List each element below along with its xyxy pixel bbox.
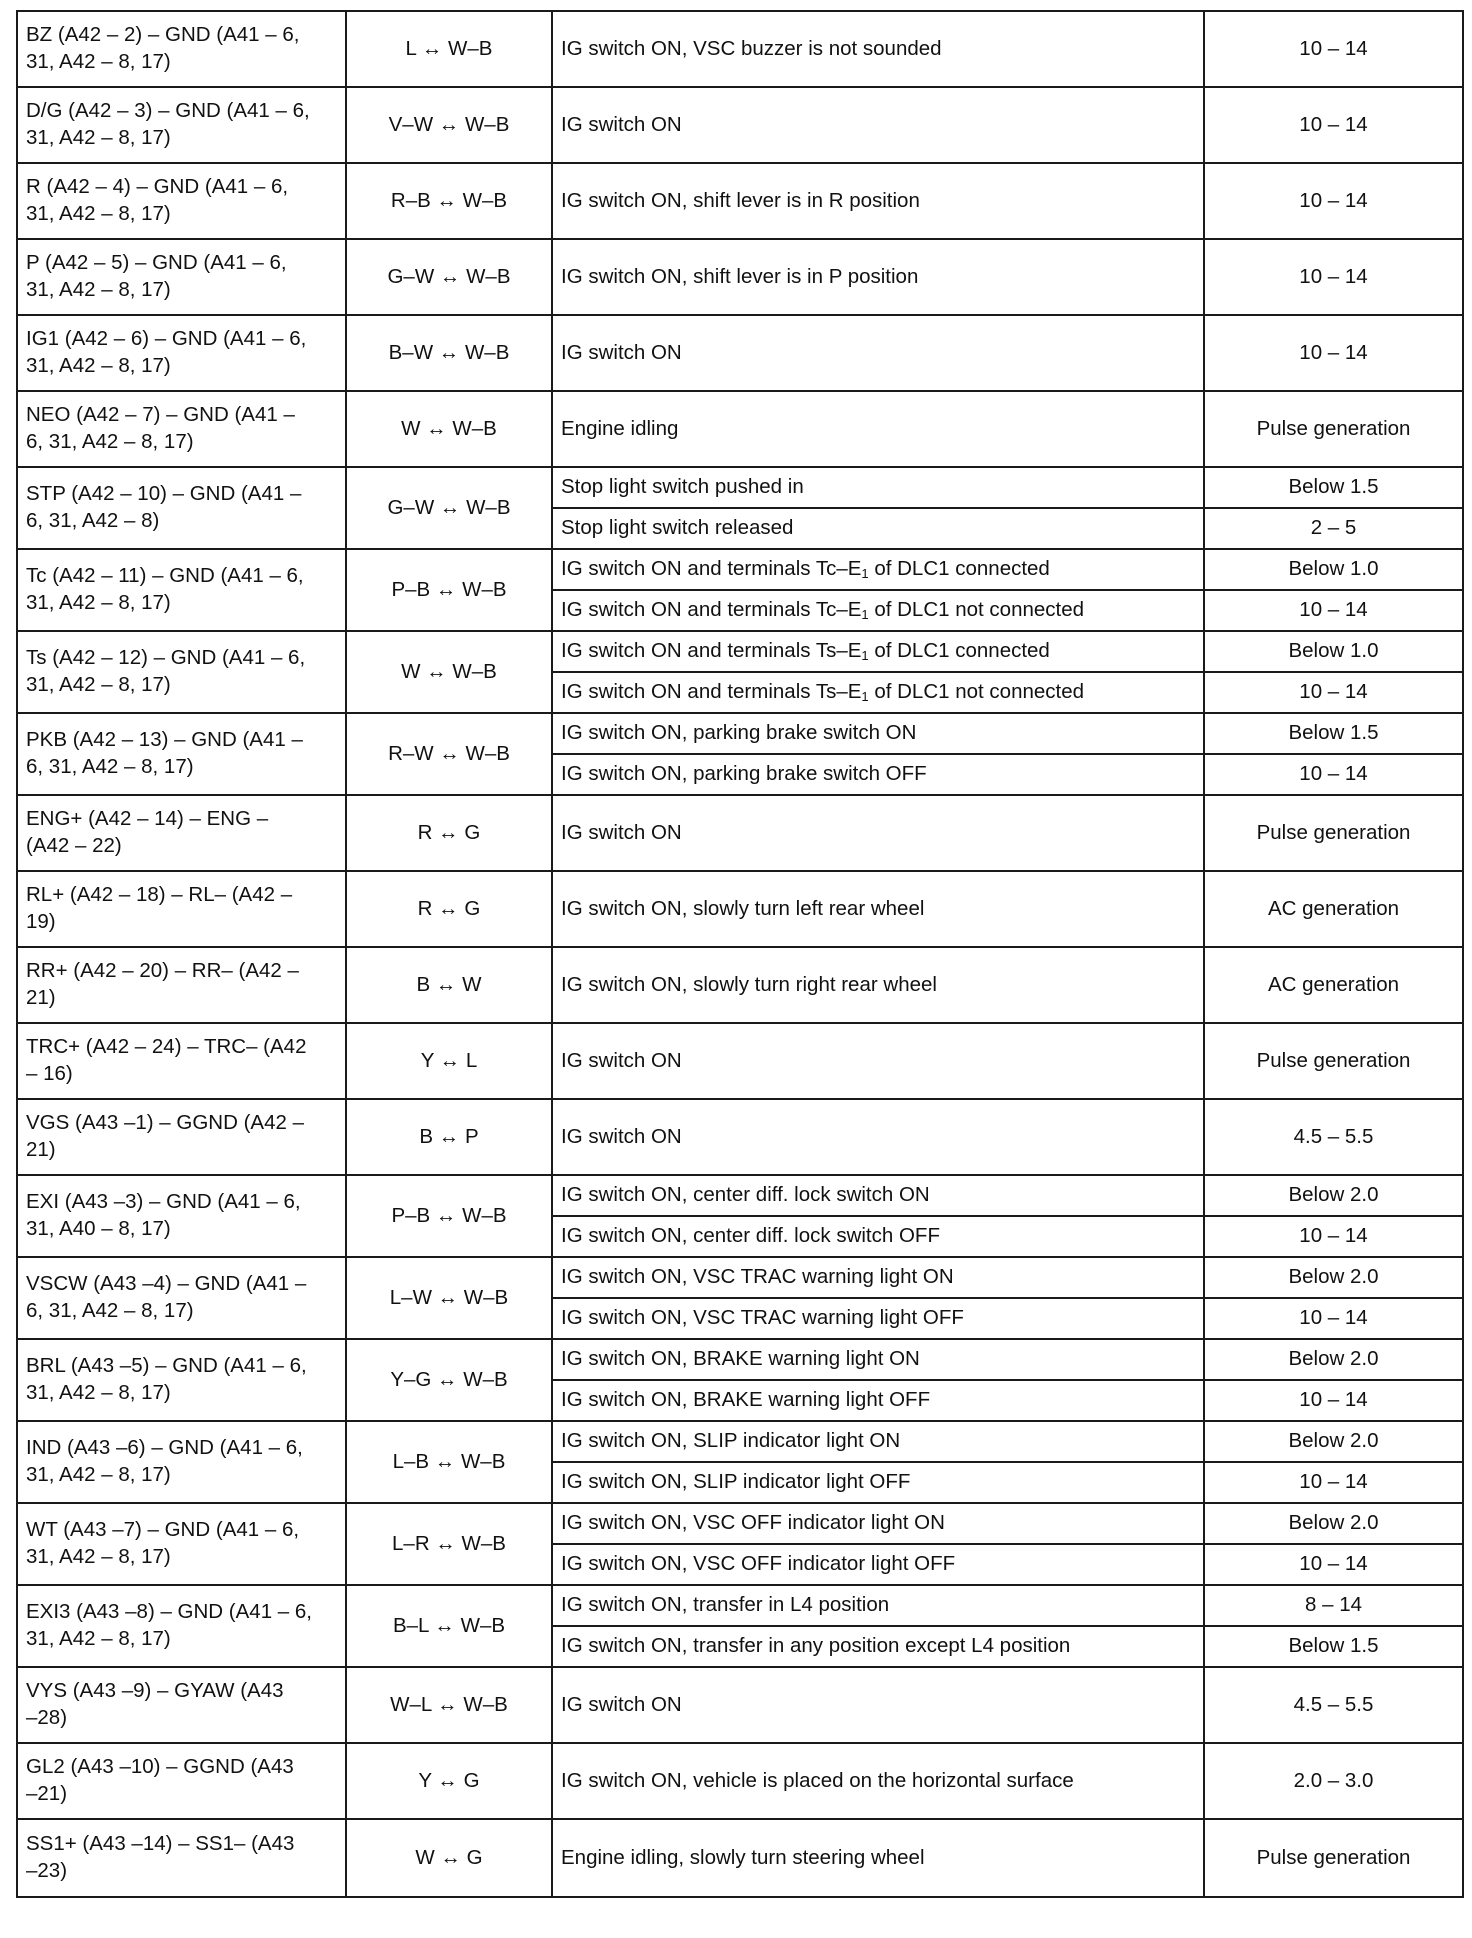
condition-cell	[552, 1819, 1204, 1897]
table-row	[17, 391, 1463, 467]
wiring-color-cell: G–W ↔ W–B	[346, 239, 552, 315]
condition-text: IG switch ON, slowly turn left rear wheel	[561, 896, 925, 920]
terminal-cell	[17, 1421, 346, 1503]
wiring-color-cell: R ↔ G	[346, 871, 552, 947]
wiring-color-cell: G–W ↔ W–B	[346, 467, 552, 549]
table-row	[17, 1667, 1463, 1743]
condition-text: IG switch ON	[561, 112, 682, 136]
condition-text: IG switch ON and terminals Tc–E	[561, 598, 862, 622]
terminal-cell	[17, 1503, 346, 1585]
terminal-line: RL+ (A42 – 18) – RL– (A42 –	[26, 883, 293, 907]
condition-cell	[552, 1339, 1204, 1380]
terminal-cell	[17, 1339, 346, 1421]
specified-condition-cell: AC generation	[1204, 947, 1463, 1023]
terminal-line: 31, A42 – 8, 17)	[26, 278, 171, 301]
specified-condition-cell: 10 – 14	[1204, 315, 1463, 391]
terminal-line: 21)	[26, 986, 56, 1009]
terminal-line: EXI3 (A43 –8) – GND (A41 – 6,	[26, 1600, 312, 1624]
condition-subscript: 1	[861, 689, 869, 705]
wiring-color-cell: Y ↔ G	[346, 1743, 552, 1819]
condition-text: IG switch ON and terminals Ts–E	[561, 680, 862, 704]
terminal-line: D/G (A42 – 3) – GND (A41 – 6,	[26, 99, 310, 123]
table-row	[17, 1339, 1463, 1380]
wiring-color-cell: Y ↔ L	[346, 1023, 552, 1099]
terminal-line: 31, A42 – 8, 17)	[26, 1381, 171, 1404]
specified-condition-cell: 8 – 14	[1204, 1585, 1463, 1626]
terminal-line: VYS (A43 –9) – GYAW (A43	[26, 1679, 284, 1703]
condition-cell	[552, 1503, 1204, 1544]
specified-condition-cell: Pulse generation	[1204, 1819, 1463, 1897]
wiring-color-cell: R ↔ G	[346, 795, 552, 871]
specified-condition-cell: 10 – 14	[1204, 1462, 1463, 1503]
terminal-cell	[17, 1743, 346, 1819]
table-body	[17, 11, 1463, 1897]
table-row	[17, 467, 1463, 508]
condition-cell	[552, 1743, 1204, 1819]
condition-text: IG switch ON, shift lever is in R position	[561, 188, 920, 212]
condition-subscript: 1	[861, 607, 869, 623]
condition-text-end: of DLC1 connected	[868, 639, 1050, 663]
condition-cell	[552, 1462, 1204, 1503]
specified-condition-cell: 2 – 5	[1204, 508, 1463, 549]
terminal-line: BZ (A42 – 2) – GND (A41 – 6,	[26, 23, 300, 47]
condition-text: Engine idling	[561, 416, 679, 440]
terminal-cell	[17, 239, 346, 315]
terminal-line: 31, A42 – 8, 17)	[26, 126, 171, 149]
wiring-color-cell: V–W ↔ W–B	[346, 87, 552, 163]
condition-text: Stop light switch pushed in	[561, 475, 804, 499]
terminal-line: Ts (A42 – 12) – GND (A41 – 6,	[26, 646, 306, 670]
table-row	[17, 1099, 1463, 1175]
terminal-line: IG1 (A42 – 6) – GND (A41 – 6,	[26, 327, 307, 351]
specified-condition-cell: 10 – 14	[1204, 1216, 1463, 1257]
specified-condition-cell: Below 2.0	[1204, 1503, 1463, 1544]
specified-condition-cell: Below 1.5	[1204, 713, 1463, 754]
terminal-line: 31, A42 – 8, 17)	[26, 50, 171, 73]
table-row	[17, 11, 1463, 87]
terminal-line: (A42 – 22)	[26, 834, 122, 857]
condition-cell	[552, 1099, 1204, 1175]
condition-cell	[552, 672, 1204, 713]
condition-cell	[552, 315, 1204, 391]
condition-cell	[552, 1380, 1204, 1421]
specified-condition-cell: Below 1.5	[1204, 467, 1463, 508]
wiring-color-cell: B–W ↔ W–B	[346, 315, 552, 391]
specified-condition-cell: 10 – 14	[1204, 163, 1463, 239]
specified-condition-cell: 10 – 14	[1204, 239, 1463, 315]
wiring-color-cell: P–B ↔ W–B	[346, 549, 552, 631]
terminal-line: Tc (A42 – 11) – GND (A41 – 6,	[26, 564, 304, 588]
wiring-color-cell: B–L ↔ W–B	[346, 1585, 552, 1667]
condition-cell	[552, 947, 1204, 1023]
condition-text-end: of DLC1 connected	[868, 557, 1050, 581]
condition-text: IG switch ON	[561, 1124, 682, 1148]
terminal-cell	[17, 947, 346, 1023]
specified-condition-cell: Below 2.0	[1204, 1257, 1463, 1298]
table-row	[17, 947, 1463, 1023]
wiring-color-cell: B ↔ W	[346, 947, 552, 1023]
condition-text: IG switch ON, transfer in L4 position	[561, 1593, 890, 1617]
condition-text: IG switch ON, slowly turn right rear wheel	[561, 972, 937, 996]
terminal-line: P (A42 – 5) – GND (A41 – 6,	[26, 251, 287, 275]
condition-cell	[552, 1421, 1204, 1462]
wiring-color-cell: R–W ↔ W–B	[346, 713, 552, 795]
specified-condition-cell: Below 1.5	[1204, 1626, 1463, 1667]
condition-text: IG switch ON, parking brake switch OFF	[561, 762, 927, 786]
condition-text: IG switch ON, BRAKE warning light ON	[561, 1347, 920, 1371]
terminal-line: 19)	[26, 910, 56, 933]
condition-cell	[552, 1257, 1204, 1298]
condition-cell	[552, 871, 1204, 947]
condition-cell	[552, 239, 1204, 315]
terminal-line: STP (A42 – 10) – GND (A41 –	[26, 482, 302, 506]
condition-cell	[552, 467, 1204, 508]
terminal-line: 31, A42 – 8, 17)	[26, 673, 171, 696]
table-row	[17, 631, 1463, 672]
condition-subscript: 1	[861, 648, 869, 664]
table-row	[17, 713, 1463, 754]
condition-text: IG switch ON, center diff. lock switch ON	[561, 1183, 930, 1207]
condition-cell	[552, 1667, 1204, 1743]
terminal-cell	[17, 871, 346, 947]
specified-condition-cell: Pulse generation	[1204, 795, 1463, 871]
condition-text: IG switch ON and terminals Ts–E	[561, 639, 862, 663]
table-row	[17, 1175, 1463, 1216]
terminal-line: BRL (A43 –5) – GND (A41 – 6,	[26, 1354, 307, 1378]
terminal-cell	[17, 549, 346, 631]
condition-cell	[552, 631, 1204, 672]
condition-cell	[552, 87, 1204, 163]
wiring-color-cell: W–L ↔ W–B	[346, 1667, 552, 1743]
condition-subscript: 1	[861, 566, 869, 582]
terminal-line: – 16)	[26, 1062, 73, 1085]
condition-text: IG switch ON, vehicle is placed on the horizontal surface	[561, 1768, 1074, 1792]
terminal-cell	[17, 1023, 346, 1099]
table-row	[17, 1743, 1463, 1819]
terminal-cell	[17, 467, 346, 549]
terminal-line: WT (A43 –7) – GND (A41 – 6,	[26, 1518, 300, 1542]
specified-condition-cell: Below 2.0	[1204, 1175, 1463, 1216]
wiring-color-cell: W ↔ W–B	[346, 391, 552, 467]
terminal-cell	[17, 163, 346, 239]
terminal-line: VGS (A43 –1) – GGND (A42 –	[26, 1111, 305, 1135]
condition-cell	[552, 590, 1204, 631]
specified-condition-cell: 10 – 14	[1204, 754, 1463, 795]
table-row	[17, 795, 1463, 871]
table-row	[17, 1503, 1463, 1544]
specified-condition-cell: 4.5 – 5.5	[1204, 1099, 1463, 1175]
terminal-line: GL2 (A43 –10) – GGND (A43	[26, 1755, 294, 1779]
condition-text: IG switch ON	[561, 820, 682, 844]
specified-condition-cell: 10 – 14	[1204, 590, 1463, 631]
terminal-cell	[17, 1585, 346, 1667]
terminal-cell	[17, 1099, 346, 1175]
wiring-color-cell: L ↔ W–B	[346, 11, 552, 87]
terminal-line: 21)	[26, 1138, 56, 1161]
terminal-line: PKB (A42 – 13) – GND (A41 –	[26, 728, 303, 752]
specified-condition-cell: Below 2.0	[1204, 1339, 1463, 1380]
terminal-line: TRC+ (A42 – 24) – TRC– (A42	[26, 1035, 307, 1059]
condition-cell	[552, 1023, 1204, 1099]
specified-condition-cell: Pulse generation	[1204, 391, 1463, 467]
condition-text: IG switch ON, VSC TRAC warning light ON	[561, 1265, 954, 1289]
terminal-cell	[17, 1175, 346, 1257]
terminal-cell	[17, 87, 346, 163]
wiring-color-cell: L–W ↔ W–B	[346, 1257, 552, 1339]
table-row	[17, 549, 1463, 590]
terminal-cell	[17, 1667, 346, 1743]
condition-cell	[552, 1544, 1204, 1585]
condition-text-end: of DLC1 not connected	[868, 598, 1085, 622]
condition-text: IG switch ON, center diff. lock switch OFF	[561, 1224, 940, 1248]
terminal-line: 31, A42 – 8, 17)	[26, 1627, 171, 1650]
specified-condition-cell: 10 – 14	[1204, 87, 1463, 163]
condition-text: IG switch ON, shift lever is in P position	[561, 264, 919, 288]
terminal-line: 6, 31, A42 – 8, 17)	[26, 1299, 194, 1322]
condition-cell	[552, 163, 1204, 239]
specified-condition-cell: 10 – 14	[1204, 1298, 1463, 1339]
terminal-line: RR+ (A42 – 20) – RR– (A42 –	[26, 959, 299, 983]
table-row	[17, 315, 1463, 391]
condition-text: IG switch ON, SLIP indicator light ON	[561, 1429, 901, 1453]
terminal-line: EXI (A43 –3) – GND (A41 – 6,	[26, 1190, 301, 1214]
terminal-cell	[17, 1257, 346, 1339]
condition-cell	[552, 1585, 1204, 1626]
terminal-line: IND (A43 –6) – GND (A41 – 6,	[26, 1436, 303, 1460]
condition-cell	[552, 391, 1204, 467]
condition-cell	[552, 754, 1204, 795]
table-row	[17, 1819, 1463, 1897]
wiring-color-cell: W ↔ W–B	[346, 631, 552, 713]
wiring-color-cell: L–R ↔ W–B	[346, 1503, 552, 1585]
condition-cell	[552, 1626, 1204, 1667]
condition-text: IG switch ON	[561, 1692, 682, 1716]
condition-cell	[552, 795, 1204, 871]
condition-text: IG switch ON, transfer in any position except L4 position	[561, 1634, 1071, 1658]
terminal-cell	[17, 795, 346, 871]
terminal-cell	[17, 11, 346, 87]
specified-condition-cell: 4.5 – 5.5	[1204, 1667, 1463, 1743]
condition-cell	[552, 508, 1204, 549]
terminal-line: R (A42 – 4) – GND (A41 – 6,	[26, 175, 289, 199]
condition-text: IG switch ON, BRAKE warning light OFF	[561, 1388, 931, 1412]
specified-condition-cell: Below 1.0	[1204, 631, 1463, 672]
table-row	[17, 163, 1463, 239]
condition-text: IG switch ON, SLIP indicator light OFF	[561, 1470, 911, 1494]
wiring-color-cell: P–B ↔ W–B	[346, 1175, 552, 1257]
specified-condition-cell: 10 – 14	[1204, 1380, 1463, 1421]
table-row	[17, 1023, 1463, 1099]
condition-cell	[552, 1216, 1204, 1257]
terminal-line: 31, A42 – 8, 17)	[26, 354, 171, 377]
terminal-line: 6, 31, A42 – 8, 17)	[26, 755, 194, 778]
specified-condition-cell: 2.0 – 3.0	[1204, 1743, 1463, 1819]
terminal-line: –28)	[26, 1706, 68, 1729]
wiring-color-cell: W ↔ G	[346, 1819, 552, 1897]
terminal-line: 31, A42 – 8, 17)	[26, 202, 171, 225]
terminal-voltage-table	[16, 10, 1464, 1898]
specified-condition-cell: 10 – 14	[1204, 1544, 1463, 1585]
table-row	[17, 871, 1463, 947]
table-row	[17, 1257, 1463, 1298]
wiring-color-cell: B ↔ P	[346, 1099, 552, 1175]
specified-condition-cell: Below 1.0	[1204, 549, 1463, 590]
terminal-cell	[17, 631, 346, 713]
terminal-cell	[17, 1819, 346, 1897]
condition-text: IG switch ON	[561, 1048, 682, 1072]
terminal-line: 31, A42 – 8, 17)	[26, 1463, 171, 1486]
specified-condition-cell: Below 2.0	[1204, 1421, 1463, 1462]
terminal-cell	[17, 391, 346, 467]
wiring-color-cell: L–B ↔ W–B	[346, 1421, 552, 1503]
condition-text: IG switch ON, VSC TRAC warning light OFF	[561, 1306, 964, 1330]
terminal-line: 31, A42 – 8, 17)	[26, 1545, 171, 1568]
specified-condition-cell: AC generation	[1204, 871, 1463, 947]
condition-cell	[552, 1298, 1204, 1339]
condition-cell	[552, 1175, 1204, 1216]
terminal-cell	[17, 315, 346, 391]
terminal-line: 31, A40 – 8, 17)	[26, 1217, 171, 1240]
specified-condition-cell: 10 – 14	[1204, 672, 1463, 713]
condition-text: Engine idling, slowly turn steering wheel	[561, 1845, 925, 1869]
wiring-color-cell: Y–G ↔ W–B	[346, 1339, 552, 1421]
condition-text: IG switch ON, parking brake switch ON	[561, 721, 917, 745]
condition-text: IG switch ON	[561, 340, 682, 364]
terminal-line: –23)	[26, 1859, 68, 1882]
terminal-cell	[17, 713, 346, 795]
terminal-line: –21)	[26, 1782, 68, 1805]
table-row	[17, 239, 1463, 315]
terminal-line: ENG+ (A42 – 14) – ENG –	[26, 807, 269, 831]
wiring-color-cell: R–B ↔ W–B	[346, 163, 552, 239]
condition-text-end: of DLC1 not connected	[868, 680, 1085, 704]
terminal-line: 31, A42 – 8, 17)	[26, 591, 171, 614]
condition-cell	[552, 713, 1204, 754]
specified-condition-cell: Pulse generation	[1204, 1023, 1463, 1099]
table-row	[17, 87, 1463, 163]
condition-cell	[552, 11, 1204, 87]
specified-condition-cell: 10 – 14	[1204, 11, 1463, 87]
condition-text: IG switch ON, VSC OFF indicator light OFF	[561, 1552, 956, 1576]
terminal-line: 6, 31, A42 – 8, 17)	[26, 430, 194, 453]
condition-text: IG switch ON and terminals Tc–E	[561, 557, 862, 581]
terminal-line: VSCW (A43 –4) – GND (A41 –	[26, 1272, 307, 1296]
table-row	[17, 1585, 1463, 1626]
condition-cell	[552, 549, 1204, 590]
condition-text: IG switch ON, VSC buzzer is not sounded	[561, 36, 942, 60]
condition-text: Stop light switch released	[561, 516, 794, 540]
condition-text: IG switch ON, VSC OFF indicator light ON	[561, 1511, 945, 1535]
terminal-line: NEO (A42 – 7) – GND (A41 –	[26, 403, 295, 427]
terminal-line: 6, 31, A42 – 8)	[26, 509, 160, 532]
terminal-line: SS1+ (A43 –14) – SS1– (A43	[26, 1832, 295, 1856]
table-row	[17, 1421, 1463, 1462]
